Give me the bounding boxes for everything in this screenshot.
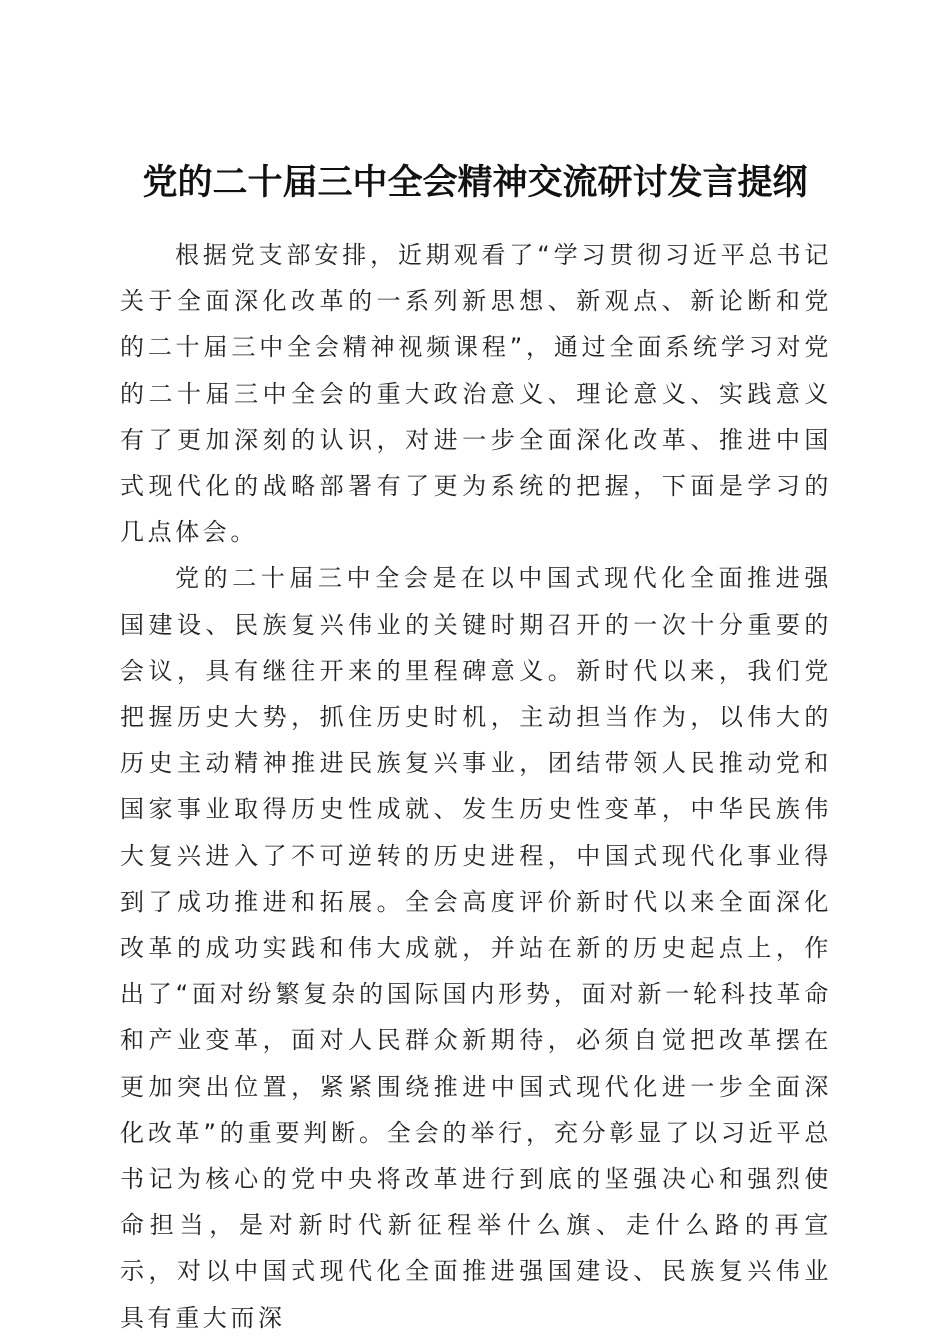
paragraph: 根据党支部安排，近期观看了“学习贯彻习近平总书记关于全面深化改革的一系列新思想、新观点、新论断和党的二十届三中全会精神视频课程”，通过全面系统学习对党的二十届三中全会的重大政治意义、理论意义、实践意义有了更加深刻的认识，对进一步全面深化改革、推进中国式现代化的战略部署有了更为系统的把握，下面是学习的几点体会。	[120, 241, 832, 547]
paragraph: 党的二十届三中全会是在以中国式现代化全面推进强国建设、民族复兴伟业的关键时期召开的一次十分重要的会议，具有继往开来的里程碑意义。新时代以来，我们党把握历史大势，抓住历史时机，主动担当作为，以伟大的历史主动精神推进民族复兴事业，团结带领人民推动党和国家事业取得历史性成就、发生历史性变革，中华民族伟大复兴进入了不可逆转的历史进程，中国式现代化事业得到了成功推进和拓展。全会高度评价新时代以来全面深化改革的成功实践和伟大成就，并站在新的历史起点上，作出了“面对纷繁复杂的国际国内形势，面对新一轮科技革命和产业变革，面对人民群众新期待，必须自觉把改革摆在更加突出位置，紧紧围绕推进中国式现代化进一步全面深化改革”的重要判断。全会的举行，充分彰显了以习近平总书记为核心的党中央将改革进行到底的坚强决心和强烈使命担当，是对新时代新征程举什么旗、走什么路的再宣示，对以中国式现代化全面推进强国建设、民族复兴伟业具有重大而深	[120, 564, 832, 1332]
document-body	[120, 232, 832, 1341]
document-title: 党的二十届三中全会精神交流研讨发言提纲	[142, 162, 808, 204]
